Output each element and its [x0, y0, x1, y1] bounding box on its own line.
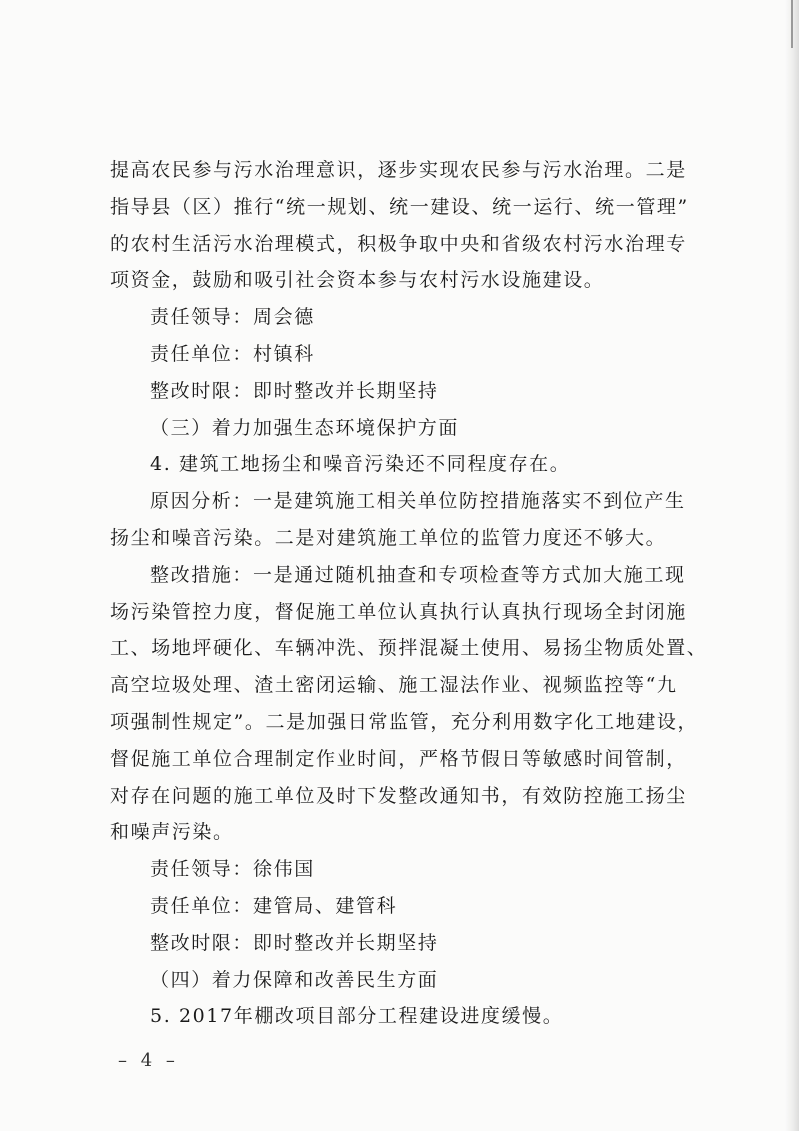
- document-body: [110, 152, 715, 1035]
- paragraph-line: 项资金，鼓励和吸引社会资本参与农村污水设施建设。: [110, 269, 605, 292]
- rectification-measure-line: 高空垃圾处理、渣土密闭运输、施工湿法作业、视频监控等“九: [110, 674, 678, 697]
- scan-edge-mark: [791, 0, 793, 48]
- rectification-measure-line: 整改措施：一是通过随机抽查和专项检查等方式加大施工现: [150, 563, 686, 586]
- deadline-line: [110, 373, 715, 410]
- responsible-leader-value: 徐伟国: [253, 858, 315, 881]
- cause-analysis-line: 扬尘和噪音污染。二是对建筑施工单位的监管力度还不够大。: [110, 526, 667, 549]
- responsible-leader-value: 周会德: [253, 306, 315, 329]
- responsible-unit-value: 建管局、建管科: [253, 894, 398, 917]
- rectification-measure-line: 对存在问题的施工单位及时下发整改通知书，有效防控施工扬尘: [110, 784, 687, 807]
- responsible-leader-line: [110, 299, 715, 336]
- paragraph-line: 提高农民参与污水治理意识，逐步实现农民参与污水治理。二是: [110, 159, 687, 181]
- item-title: 5. 2017年棚改项目部分工程建设进度缓慢。: [150, 1005, 564, 1028]
- deadline-label: 整改时限：: [150, 379, 254, 402]
- rectification-measure-line: 场污染管控力度，督促施工单位认真执行认真执行现场全封闭施: [110, 600, 687, 623]
- paragraph-line: 的农村生活污水治理模式，积极争取中央和省级农村污水治理专: [110, 232, 687, 255]
- rectification-measure-line: 督促施工单位合理制定作业时间，严格节假日等敏感时间管制，: [110, 747, 687, 770]
- rectification-measure-line: 和噪声污染。: [110, 821, 234, 844]
- rectification-measure-line: 工、场地坪硬化、车辆冲洗、预拌混凝土使用、易扬尘物质处置、: [110, 637, 708, 660]
- item-title: 4. 建筑工地扬尘和噪音污染还不同程度存在。: [150, 453, 571, 476]
- responsible-leader-label: 责任领导：: [150, 306, 254, 329]
- cause-analysis-line: 原因分析：一是建筑施工相关单位防控措施落实不到位产生: [150, 490, 686, 513]
- paragraph-line: 指导县（区）推行“统一规划、统一建设、统一运行、统一管理”: [110, 195, 689, 218]
- responsible-unit-label: 责任单位：: [150, 342, 254, 365]
- responsible-leader-label: 责任领导：: [150, 858, 254, 881]
- page-number: – 4 –: [118, 1050, 179, 1071]
- rectification-measure-line: 项强制性规定”。二是加强日常监管，充分利用数字化工地建设，: [110, 710, 699, 733]
- responsible-unit-line: [110, 336, 715, 373]
- responsible-unit-value: 村镇科: [253, 342, 315, 365]
- deadline-line: [110, 925, 715, 962]
- responsible-unit-line: [110, 888, 715, 925]
- scan-edge-shadow: [785, 0, 799, 1131]
- section-heading: （三）着力加强生态环境保护方面: [150, 416, 460, 439]
- responsible-unit-label: 责任单位：: [150, 894, 254, 917]
- section-heading: （四）着力保障和改善民生方面: [150, 968, 439, 991]
- responsible-leader-line: [110, 851, 715, 888]
- deadline-label: 整改时限：: [150, 931, 254, 954]
- deadline-value: 即时整改并长期坚持: [253, 379, 439, 402]
- deadline-value: 即时整改并长期坚持: [253, 931, 439, 954]
